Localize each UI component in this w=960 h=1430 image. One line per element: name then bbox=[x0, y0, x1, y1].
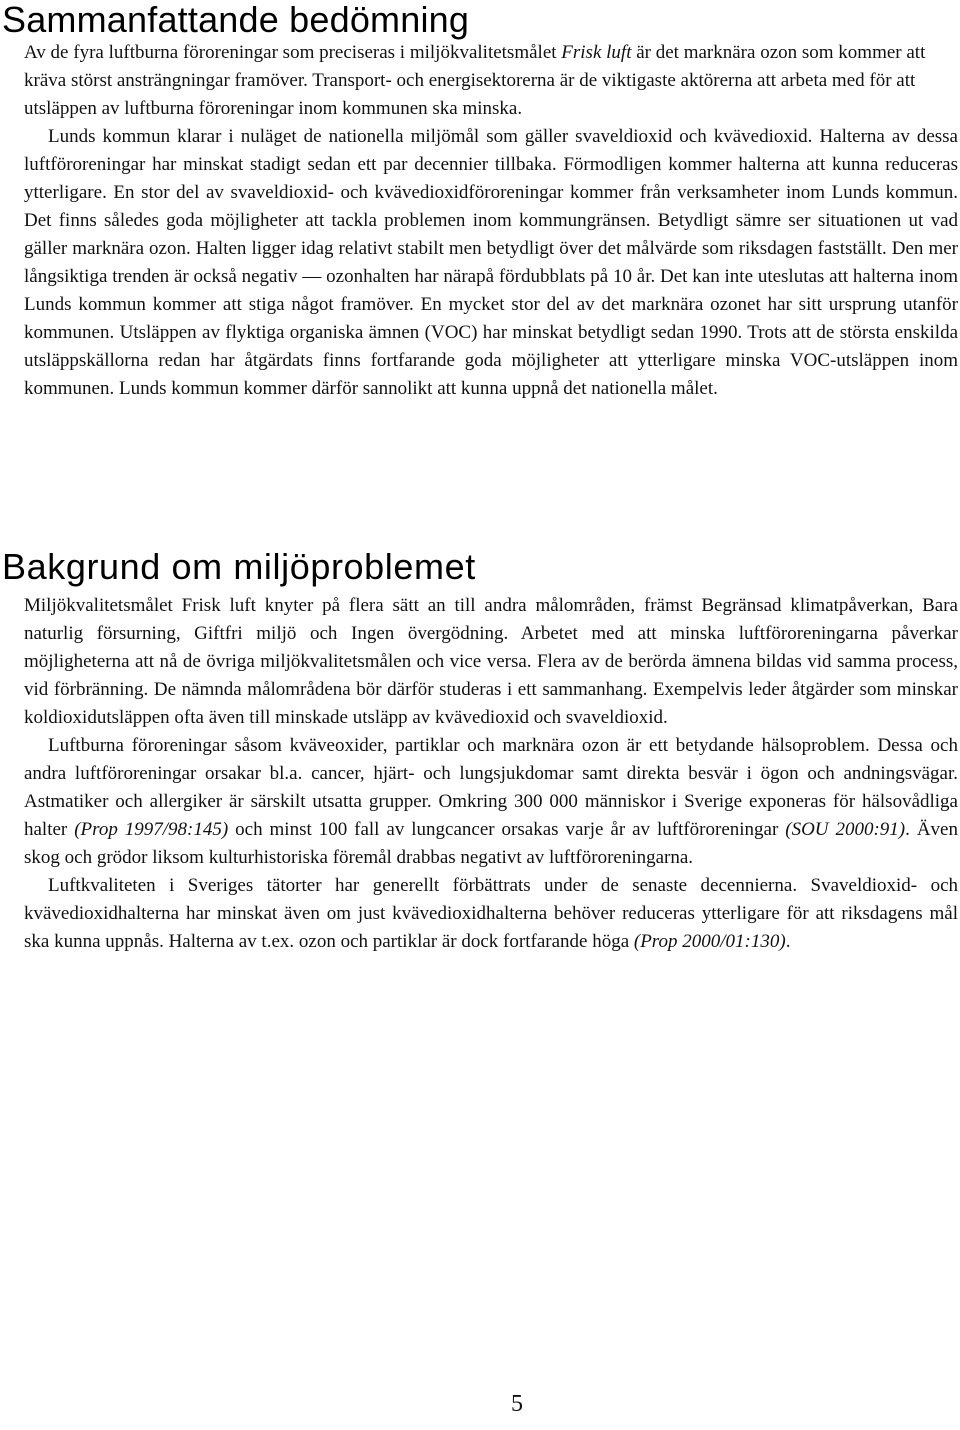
background-p2-citation-2: (SOU 2000:91) bbox=[785, 819, 906, 840]
background-p3-citation: (Prop 2000/01:130) bbox=[633, 931, 786, 952]
background-p2-text-c: . Även skog och grödor liksom kulturhistoriska föremål drabbas negativt av luftföroreningarna. bbox=[24, 819, 958, 868]
background-p3-text-b: . bbox=[785, 931, 791, 952]
summary-p1-text-b: är det marknära ozon som kommer att kräva störst ansträngningar framöver. Transport- och energisektorerna är de viktigaste aktörerna att arbeta med för att utsläppen av luftburna föroreningar inom kommunen ska minska. bbox=[24, 42, 926, 119]
section-heading-summary: Sammanfattande bedömning bbox=[2, 0, 470, 40]
page-number: 5 bbox=[511, 1391, 523, 1417]
background-p2-text-b: och minst 100 fall av lungcancer orsakas varje år av luftföroreningar bbox=[228, 819, 786, 840]
background-paragraph-1: Miljökvalitetsmålet Frisk luft knyter på flera sätt an till andra målområden, främst Begränsad klimatpåverkan, Bara naturlig försurning, Giftfri miljö och Ingen övergödning. Arbetet med att minska luftföroreningarna påverkar möjligheterna att nå de övriga miljökvalitetsmålen och vice versa. Flera av de berörda ämnena bildas vid samma process, vid förbränning. De nämnda målområdena bör därför studeras i ett sammanhang. Exempelvis leder åtgärder som minskar koldioxidutsläppen ofta även till minskade utsläpp av kvävedioxid och svaveldioxid. bbox=[24, 595, 958, 728]
summary-paragraph-2: Lunds kommun klarar i nuläget de nationella miljömål som gäller svaveldioxid och kvävedioxid. Halterna av dessa luftföroreningar har minskat stadigt sedan ett par decennier tillbaka. Förmodligen kommer halterna att kunna reduceras ytterligare. En stor del av svaveldioxid- och kvävedioxidföroreningar kommer från verksamheter inom Lunds kommun. Det finns således goda möjligheter att tackla problemen inom kommungränsen. Betydligt sämre ser situationen ut vad gäller marknära ozon. Halten ligger idag relativt stabilt men betydligt över det målvärde som riksdagen fastställt. Den mer långsiktiga trenden är också negativ — ozonhalten har närapå fördubblats på 10 år. Det kan inte uteslutas att halterna inom Lunds kommun kommer att stiga något framöver. En mycket stor del av det marknära ozonet har sitt ursprung utanför kommunen. Utsläppen av flyktiga organiska ämnen (VOC) har minskat betydligt sedan 1990. Trots att de största enskilda utsläppskällorna redan har åtgärdats finns fortfarande goda möjligheter att ytterligare minska VOC-utsläppen inom kommunen. Lunds kommun kommer därför sannolikt att kunna uppnå det nationella målet. bbox=[24, 126, 958, 399]
background-paragraph-2 bbox=[24, 732, 958, 872]
summary-paragraph-1 bbox=[24, 39, 958, 123]
section-heading-background: Bakgrund om miljöproblemet bbox=[2, 546, 476, 587]
background-section bbox=[24, 592, 958, 956]
background-p2-text-a: Luftburna föroreningar såsom kväveoxider, partiklar och marknära ozon är ett betydande hälsoproblem. Dessa och andra luftföroreningar orsakar bl.a. cancer, hjärt- och lungsjukdomar samt direkta besvär i ögon och andningsvägar. Astmatiker och allergiker är särskilt utsatta grupper. Omkring 300 000 människor i Sverige exponeras för hälsovådliga halter bbox=[24, 735, 958, 840]
summary-section bbox=[24, 39, 958, 403]
summary-p1-text-a: Av de fyra luftburna föroreningar som preciseras i miljökvalitetsmålet bbox=[24, 42, 562, 63]
background-p3-text-a: Luftkvaliteten i Sveriges tätorter har generellt förbättrats under de senaste decennierna. Svaveldioxid- och kvävedioxidhalterna har minskat även om just kvävedioxidhalterna behöver reduceras ytterligare för att riksdagens mål ska kunna uppnås. Halterna av t.ex. ozon och partiklar är dock fortfarande höga bbox=[24, 875, 958, 952]
background-p2-citation-1: (Prop 1997/98:145) bbox=[74, 819, 229, 840]
summary-p1-emphasis: Frisk luft bbox=[561, 42, 632, 63]
background-paragraph-3 bbox=[24, 872, 958, 956]
